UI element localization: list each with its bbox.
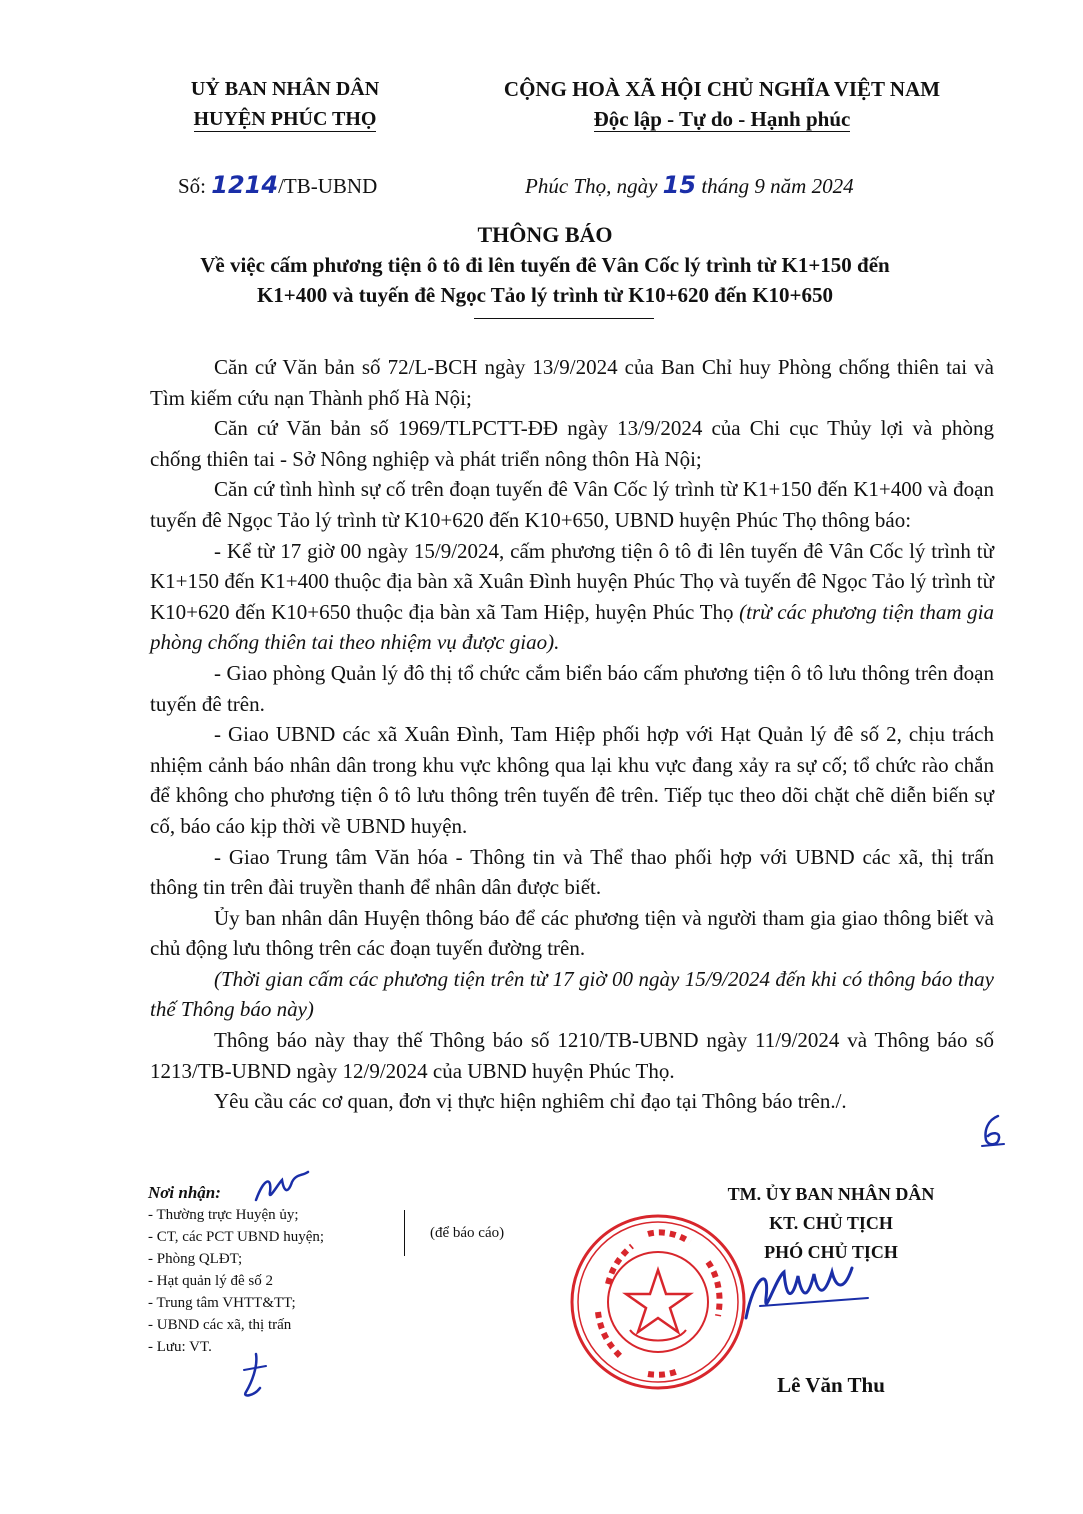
recipient-item: - CT, các PCT UBND huyện; [148, 1229, 325, 1245]
handwritten-initials-icon [252, 1170, 312, 1208]
docno-prefix: Số: [178, 174, 207, 198]
subject-divider [474, 318, 654, 319]
handwritten-mark-icon [978, 1110, 1008, 1150]
body-p4-main: - Kể từ 17 giờ 00 ngày 15/9/2024, cấm phương tiện ô tô đi lên tuyến đê Vân Cốc lý trình từ K1+150 đến K1+400 thuộc địa bàn xã Xuân Đình huyện Phúc Thọ và tuyến đê Ngọc Tảo lý trình từ K10+620 đến K10+650 thuộc địa bàn xã Tam Hiệp, huyện Phúc Thọ [150, 538, 994, 624]
body-paragraph: - Giao UBND các xã Xuân Đình, Tam Hiệp phối hợp với Hạt Quản lý đê số 2, chịu trách nhiệm cảnh báo nhân dân trong khu vực không qua lại khu vực đang xảy ra sự cố; tổ chức rào chắn để không cho phương tiện ô tô lưu thông trên tuyến đê trên. Tiếp tục theo dõi chặt chẽ diễn biến sự cố, báo cáo kịp thời về UBND huyện. [150, 722, 994, 838]
recipients-heading: Nơi nhận: [148, 1183, 221, 1202]
document-subject [100, 250, 990, 310]
national-motto [452, 74, 992, 134]
nation-line-2: Độc lập - Tự do - Hạnh phúc [593, 107, 851, 131]
body-paragraph: - Giao Trung tâm Văn hóa - Thông tin và Thể thao phối hợp với UBND các xã, thị trấn thông tin trên đài truyền thanh để nhân dân được biết. [150, 844, 994, 900]
org-line-1: UỶ BAN NHÂN DÂN [190, 78, 380, 100]
sign-line-3: PHÓ CHỦ TỊCH [764, 1242, 898, 1262]
sign-line-1: TM. ỦY BAN NHÂN DÂN [727, 1184, 935, 1204]
recipient-item: - Thường trực Huyện ủy; [148, 1207, 299, 1223]
body-paragraph: Căn cứ Văn bản số 72/L-BCH ngày 13/9/2024 của Ban Chỉ huy Phòng chống thiên tai và Tìm kiếm cứu nạn Thành phố Hà Nội; [150, 355, 994, 410]
handwritten-signature-icon [740, 1258, 870, 1328]
body-p4-italic: (trừ các phương tiện tham gia phòng chống thiên tai theo nhiệm vụ được giao). [150, 599, 994, 655]
subject-line-1: Về việc cấm phương tiện ô tô đi lên tuyến đê Vân Cốc lý trình từ K1+150 đến [200, 253, 890, 277]
signer-name: Lê Văn Thu [777, 1373, 885, 1397]
body-paragraph: (Thời gian cấm các phương tiện trên từ 17 giờ 00 ngày 15/9/2024 đến khi có thông báo thay thế Thông báo này) [150, 966, 994, 1022]
nation-line-1: CỘNG HOÀ XÃ HỘI CHỦ NGHĨA VIỆT NAM [503, 77, 941, 101]
place-date [525, 171, 854, 199]
handwritten-mark-icon [236, 1352, 276, 1400]
recipient-item: - UBND các xã, thị trấn [148, 1317, 292, 1333]
org-line-2: HUYỆN PHÚC THỌ [193, 108, 377, 130]
place-date-rest: tháng 9 năm 2024 [701, 174, 854, 198]
body-paragraph: - Giao phòng Quản lý đô thị tổ chức cắm biển báo cấm phương tiện ô tô lưu thông trên đoạn tuyến đê trên. [150, 660, 994, 716]
body-paragraph: Ủy ban nhân dân Huyện thông báo để các phương tiện và người tham gia giao thông biết và chủ động lưu thông trên các đoạn tuyến đường trên. [150, 905, 994, 961]
subject-line-2: K1+400 và tuyến đê Ngọc Tảo lý trình từ K10+620 đến K10+650 [256, 283, 834, 307]
docno-suffix: /TB-UBND [278, 174, 378, 198]
body-paragraph: Thông báo này thay thế Thông báo số 1210/TB-UBND ngày 11/9/2024 và Thông báo số 1213/TB-UBND ngày 12/9/2024 của UBND huyện Phúc Thọ. [150, 1028, 994, 1083]
issuing-authority [150, 74, 420, 134]
recipient-item: - Trung tâm VHTT&TT; [148, 1295, 296, 1311]
place-date-day: 15 [662, 171, 697, 199]
recipient-bracket [404, 1210, 405, 1256]
document-number [178, 171, 377, 199]
recipients-list [148, 1182, 578, 1358]
document-body [150, 352, 994, 1117]
docno-handwritten-number: 1214 [211, 171, 279, 199]
body-paragraph: Căn cứ tình hình sự cố trên đoạn tuyến đê Vân Cốc lý trình từ K1+150 đến K1+400 và đoạn tuyến đê Ngọc Tảo lý trình từ K10+620 đến K10+650, UBND huyện Phúc Thọ thông báo: [150, 477, 994, 532]
official-seal-icon [568, 1212, 748, 1392]
report-note: (để báo cáo) [430, 1225, 505, 1241]
recipient-item: - Hạt quản lý đê số 2 [148, 1273, 273, 1289]
body-paragraph: Căn cứ Văn bản số 1969/TLPCTT-ĐĐ ngày 13/9/2024 của Chi cục Thủy lợi và phòng chống thiên tai - Sở Nông nghiệp và phát triển nông thôn Hà Nội; [150, 416, 994, 471]
sign-line-2: KT. CHỦ TỊCH [769, 1213, 893, 1233]
body-paragraph: Yêu cầu các cơ quan, đơn vị thực hiện nghiêm chỉ đạo tại Thông báo trên./. [214, 1089, 847, 1114]
document-title: THÔNG BÁO [477, 222, 613, 247]
body-paragraph [150, 536, 994, 658]
place-date-prefix: Phúc Thọ, ngày [525, 174, 658, 198]
recipient-item: - Phòng QLĐT; [148, 1251, 243, 1267]
recipient-item: - Lưu: VT. [148, 1339, 212, 1355]
